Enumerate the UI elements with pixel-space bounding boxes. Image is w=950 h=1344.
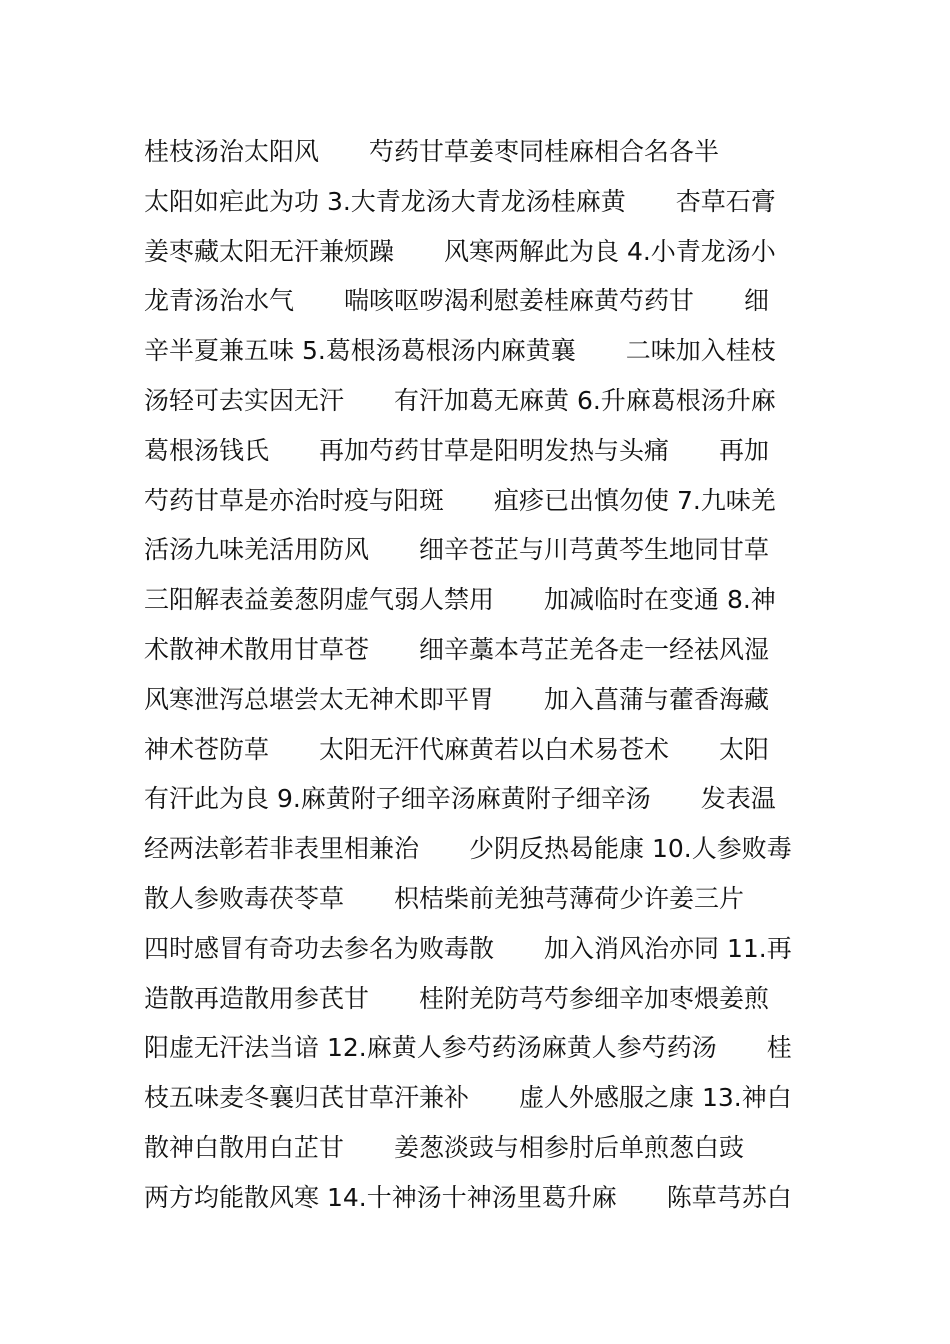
text-line: 太阳如疟此为功 3.大青龙汤大青龙汤桂麻黄 杏草石膏 bbox=[144, 186, 776, 216]
text-line: 造散再造散用参芪甘 桂附羌防芎芍参细辛加枣煨姜煎 bbox=[144, 983, 770, 1013]
text-line: 桂枝汤治太阳风 芍药甘草姜枣同桂麻相合名各半 bbox=[144, 137, 720, 166]
text-line: 辛半夏兼五味 5.葛根汤葛根汤内麻黄襄 二味加入桂枝 bbox=[144, 336, 776, 366]
text-line: 有汗此为良 9.麻黄附子细辛汤麻黄附子细辛汤 发表温 bbox=[144, 784, 776, 814]
text-line: 芍药甘草是亦治时疫与阳斑 疽疹已出慎勿使 7.九味羌 bbox=[144, 485, 776, 515]
text-line: 三阳解表益姜葱阴虚气弱人禁用 加减临时在变通 8.神 bbox=[144, 585, 776, 615]
text-line: 枝五味麦冬襄归芪甘草汗兼补 虚人外感服之康 13.神白 bbox=[144, 1083, 792, 1113]
text-line: 姜枣藏太阳无汗兼烦躁 风寒两解此为良 4.小青龙汤小 bbox=[144, 236, 776, 266]
text-line: 阳虚无汗法当谙 12.麻黄人参芍药汤麻黄人参芍药汤 桂 bbox=[144, 1033, 792, 1063]
text-line: 龙青汤治水气 喘咳呕哕渴利慰姜桂麻黄芍药甘 细 bbox=[144, 286, 770, 316]
text-line: 活汤九味羌活用防风 细辛苍芷与川芎黄芩生地同甘草 bbox=[144, 535, 770, 565]
text-line: 两方均能散风寒 14.十神汤十神汤里葛升麻 陈草芎苏白 bbox=[144, 1182, 792, 1212]
text-line: 经两法彰若非表里相兼治 少阴反热曷能康 10.人参败毒 bbox=[144, 834, 792, 864]
text-line: 汤轻可去实因无汗 有汗加葛无麻黄 6.升麻葛根汤升麻 bbox=[144, 385, 776, 415]
text-line: 葛根汤钱氏 再加芍药甘草是阳明发热与头痛 再加 bbox=[144, 435, 770, 465]
text-line: 神术苍防草 太阳无汗代麻黄若以白术易苍术 太阳 bbox=[144, 734, 770, 764]
text-line: 四时感冒有奇功去参名为败毒散 加入消风治亦同 11.再 bbox=[144, 933, 792, 963]
text-line: 术散神术散用甘草苍 细辛藁本芎芷羌各走一经祛风湿 bbox=[144, 634, 770, 664]
document-body bbox=[144, 127, 824, 1223]
text-line: 风寒泄泻总堪尝太无神术即平胃 加入菖蒲与藿香海藏 bbox=[144, 684, 770, 714]
text-line: 散神白散用白芷甘 姜葱淡豉与相参肘后单煎葱白豉 bbox=[144, 1132, 745, 1162]
text-line: 散人参败毒茯苓草 枳桔柴前羌独芎薄荷少许姜三片 bbox=[144, 883, 745, 913]
